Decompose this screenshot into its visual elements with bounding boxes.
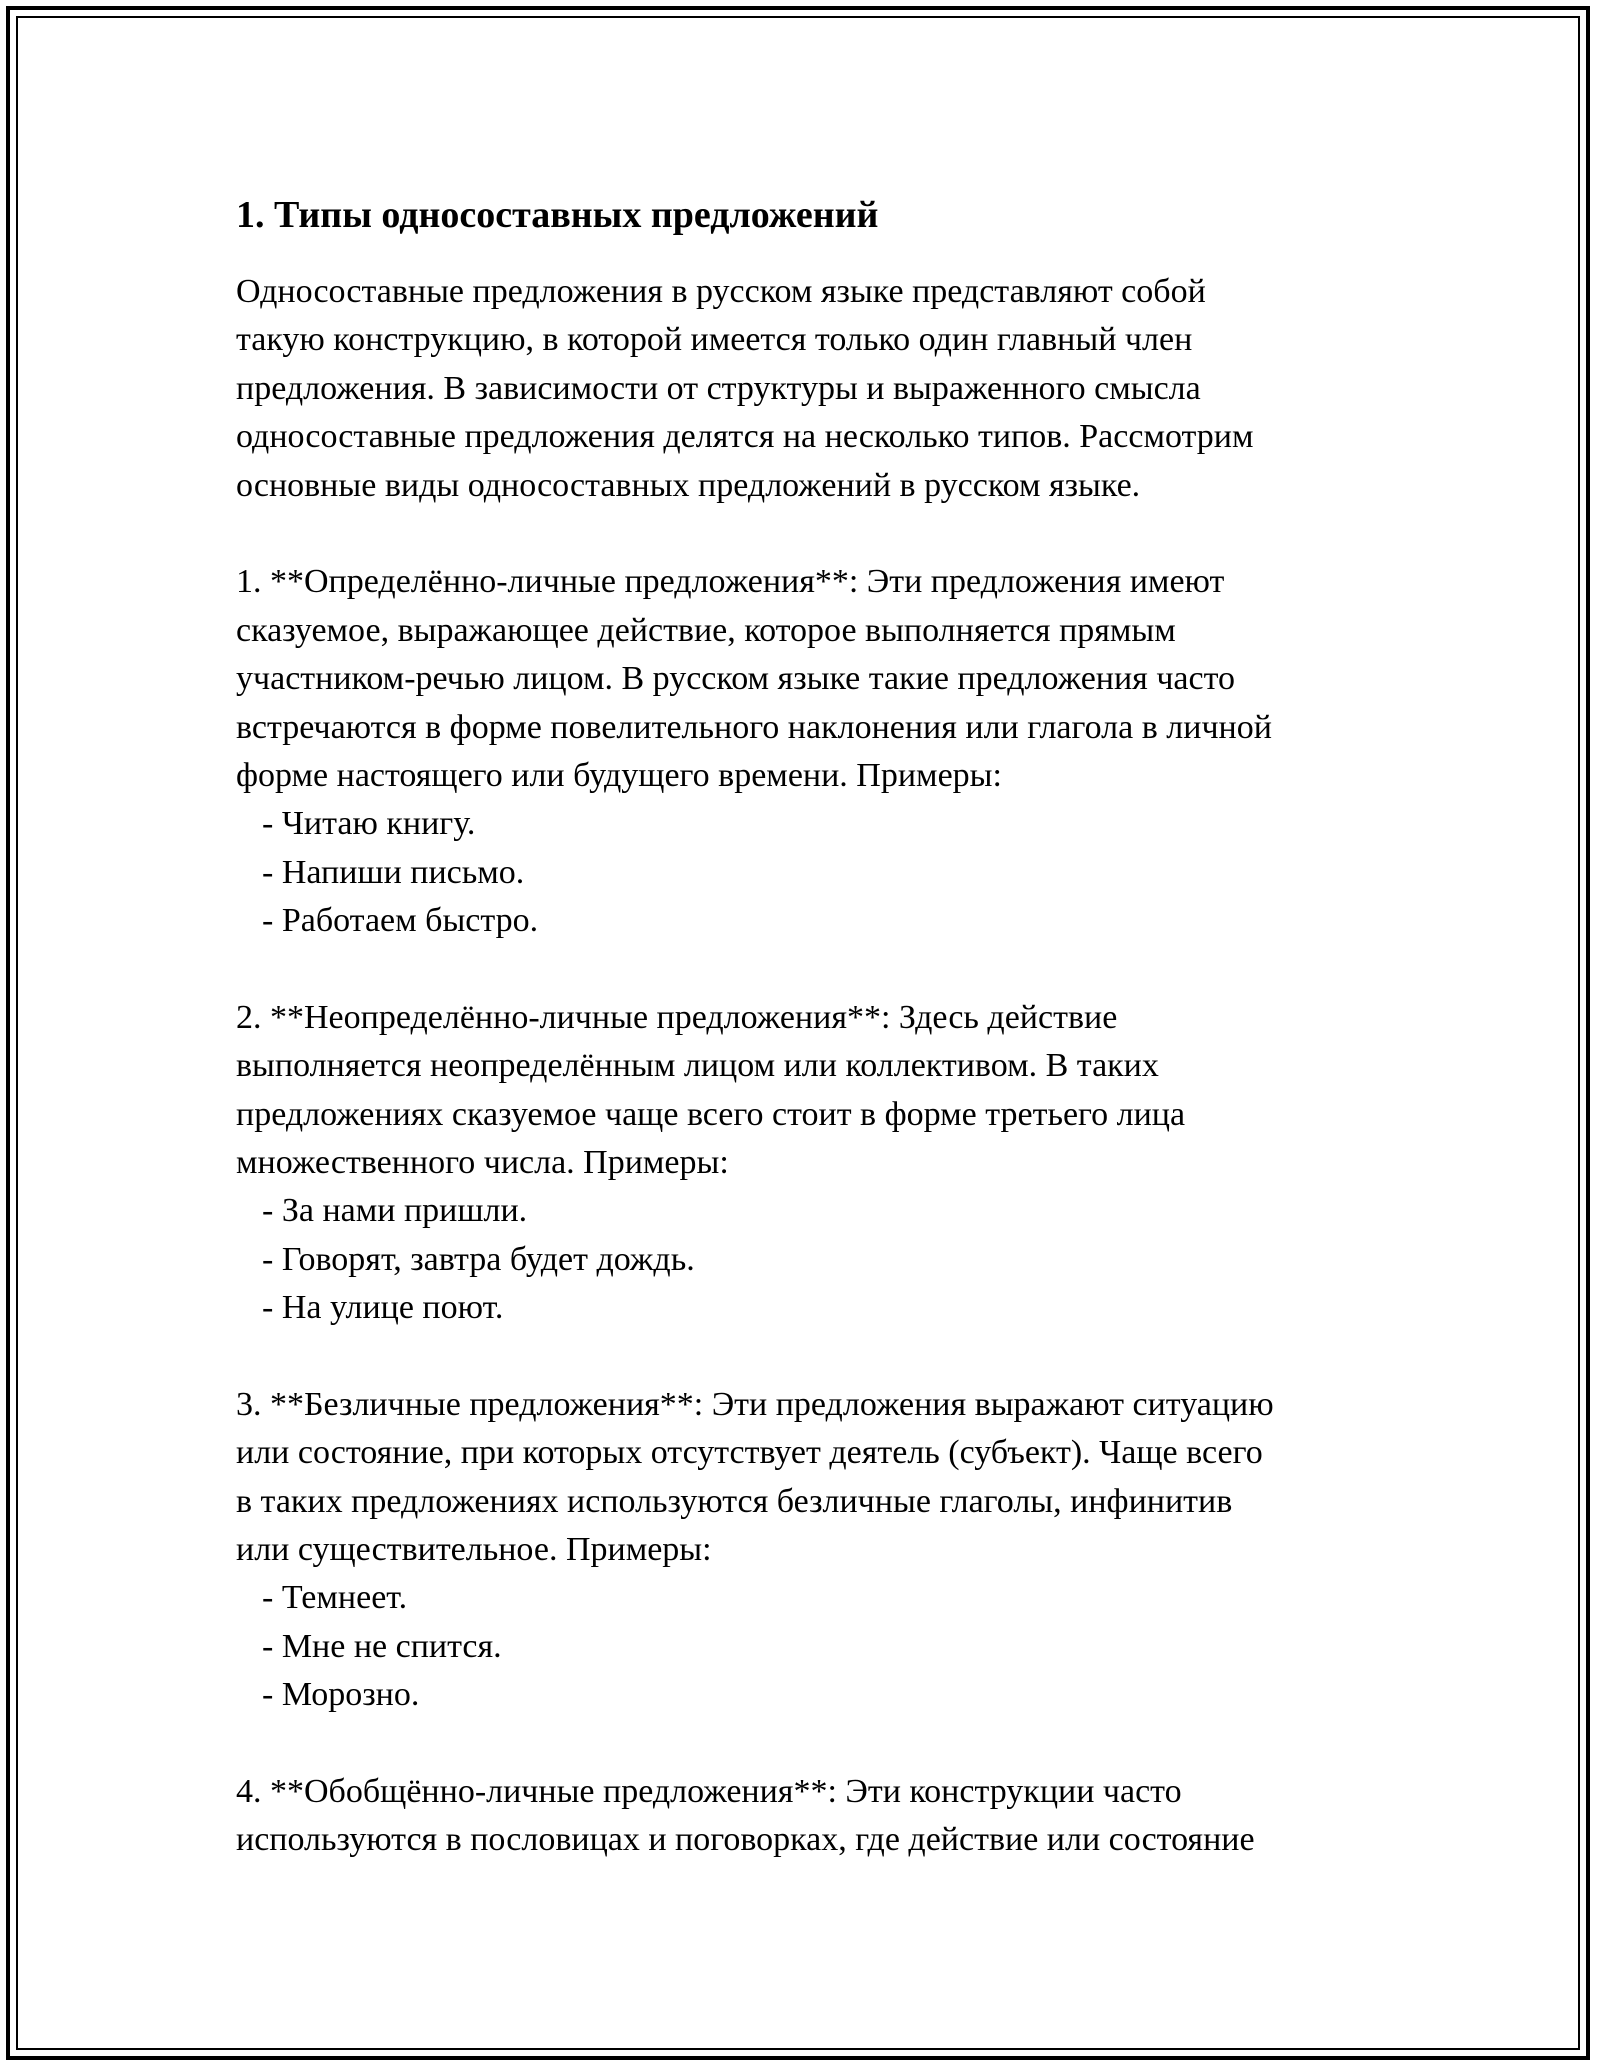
section-3-example: - Мне не спится. xyxy=(262,1628,502,1665)
section-2-line: 2. **Неопределённо-личные предложения**: Здесь действие xyxy=(236,999,1118,1036)
section-1-line: встречаются в форме повелительного наклонения или глагола в личной xyxy=(236,709,1272,746)
section-1-example: - Читаю книгу. xyxy=(262,805,476,842)
section-2-line: выполняется неопределённым лицом или коллективом. В таких xyxy=(236,1047,1159,1084)
document-heading: 1. Типы односоставных предложений xyxy=(236,194,879,236)
intro-line: предложения. В зависимости от структуры и выраженного смысла xyxy=(236,370,1201,407)
section-1-line: 1. **Определённо-личные предложения**: Эти предложения имеют xyxy=(236,563,1225,600)
section-2-line: предложениях сказуемое чаще всего стоит в форме третьего лица xyxy=(236,1096,1186,1133)
section-2-example: - За нами пришли. xyxy=(262,1192,528,1229)
section-3-line: или состояние, при которых отсутствует деятель (субъект). Чаще всего xyxy=(236,1434,1263,1471)
section-2-line: множественного числа. Примеры: xyxy=(236,1144,729,1181)
section-3-example: - Морозно. xyxy=(262,1676,420,1713)
section-4-line: используются в пословицах и поговорках, где действие или состояние xyxy=(236,1821,1255,1858)
section-1-line: сказуемое, выражающее действие, которое выполняется прямым xyxy=(236,612,1176,649)
section-1-example: - Напиши письмо. xyxy=(262,854,525,891)
section-3-line: или существительное. Примеры: xyxy=(236,1531,712,1568)
section-2-example: - На улице поют. xyxy=(262,1289,504,1326)
intro-line: такую конструкцию, в которой имеется только один главный член xyxy=(236,321,1193,358)
section-1-example: - Работаем быстро. xyxy=(262,902,539,939)
section-3-example: - Темнеет. xyxy=(262,1579,408,1616)
intro-line: основные виды односоставных предложений в русском языке. xyxy=(236,467,1141,504)
intro-line: Односоставные предложения в русском языке представляют собой xyxy=(236,273,1206,310)
section-2-example: - Говорят, завтра будет дождь. xyxy=(262,1241,695,1278)
intro-line: односоставные предложения делятся на несколько типов. Рассмотрим xyxy=(236,418,1254,455)
section-4-line: 4. **Обобщённо-личные предложения**: Эти конструкции часто xyxy=(236,1773,1182,1810)
section-3-line: в таких предложениях используются безличные глаголы, инфинитив xyxy=(236,1483,1233,1520)
section-1-line: форме настоящего или будущего времени. Примеры: xyxy=(236,757,1002,794)
section-3-line: 3. **Безличные предложения**: Эти предложения выражают ситуацию xyxy=(236,1386,1274,1423)
section-1-line: участником-речью лицом. В русском языке такие предложения часто xyxy=(236,660,1236,697)
